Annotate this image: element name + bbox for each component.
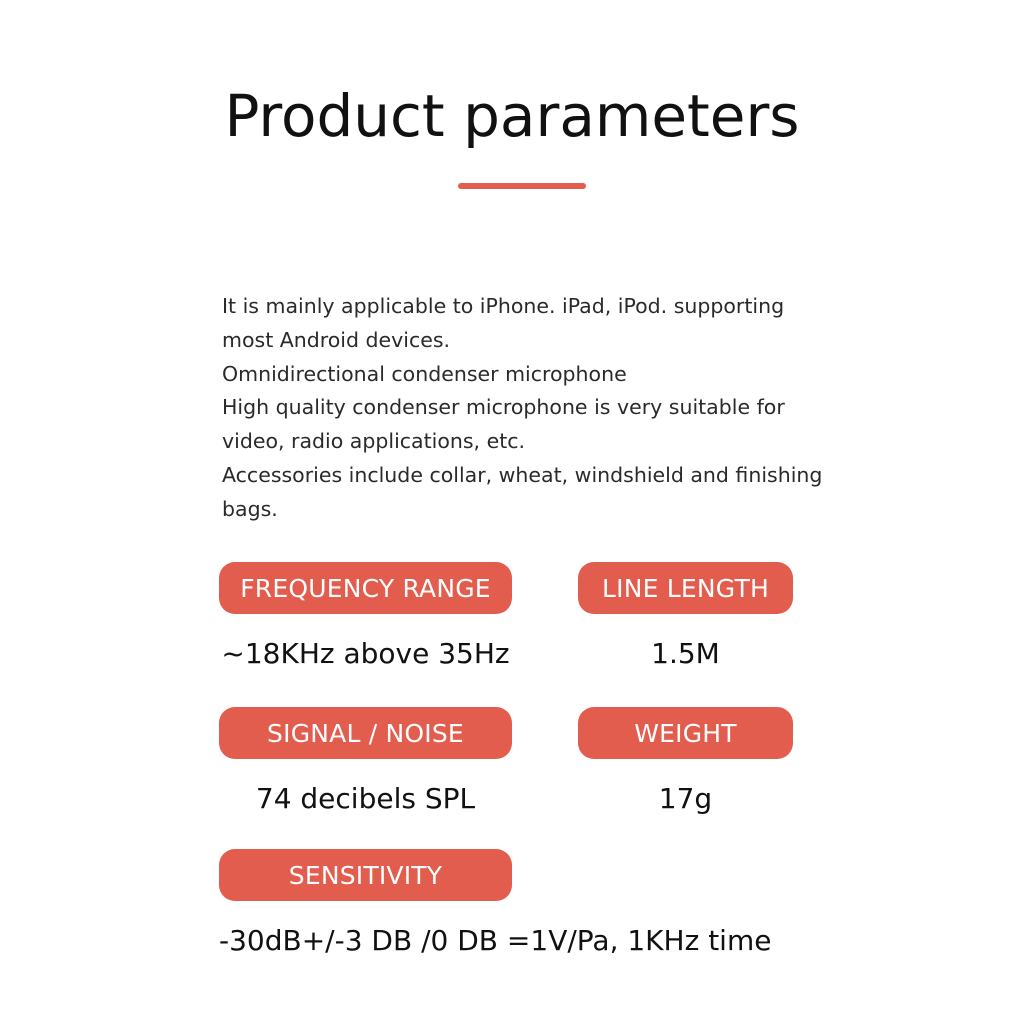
weight-badge: WEIGHT [578, 707, 793, 759]
line-length-badge: LINE LENGTH [578, 562, 793, 614]
weight-value: 17g [658, 782, 713, 815]
frequency-range-badge: FREQUENCY RANGE [219, 562, 512, 614]
description-line: video, radio applications, etc. [222, 429, 526, 454]
sensitivity-badge: SENSITIVITY [219, 849, 512, 901]
description-line: Accessories include collar, wheat, windshield and finishing [222, 462, 823, 487]
sensitivity-value: -30dB+/-3 DB /0 DB =1V/Pa, 1KHz time [219, 924, 772, 957]
description-line: most Android devices. [222, 327, 451, 352]
title-divider [458, 183, 586, 189]
frequency-range-value: ~18KHz above 35Hz [221, 637, 510, 670]
description-line: Omnidirectional condenser microphone [222, 361, 627, 386]
description-line: High quality condenser microphone is very suitable for [222, 395, 785, 420]
line-length-value: 1.5M [651, 637, 720, 670]
page-title: Product parameters [224, 82, 800, 150]
description-line: It is mainly applicable to iPhone. iPad, iPod. supporting [222, 294, 785, 318]
signal-noise-value: 74 decibels SPL [255, 782, 476, 815]
description-line: bags. [222, 496, 278, 521]
signal-noise-badge: SIGNAL / NOISE [219, 707, 512, 759]
product-description [222, 290, 842, 527]
